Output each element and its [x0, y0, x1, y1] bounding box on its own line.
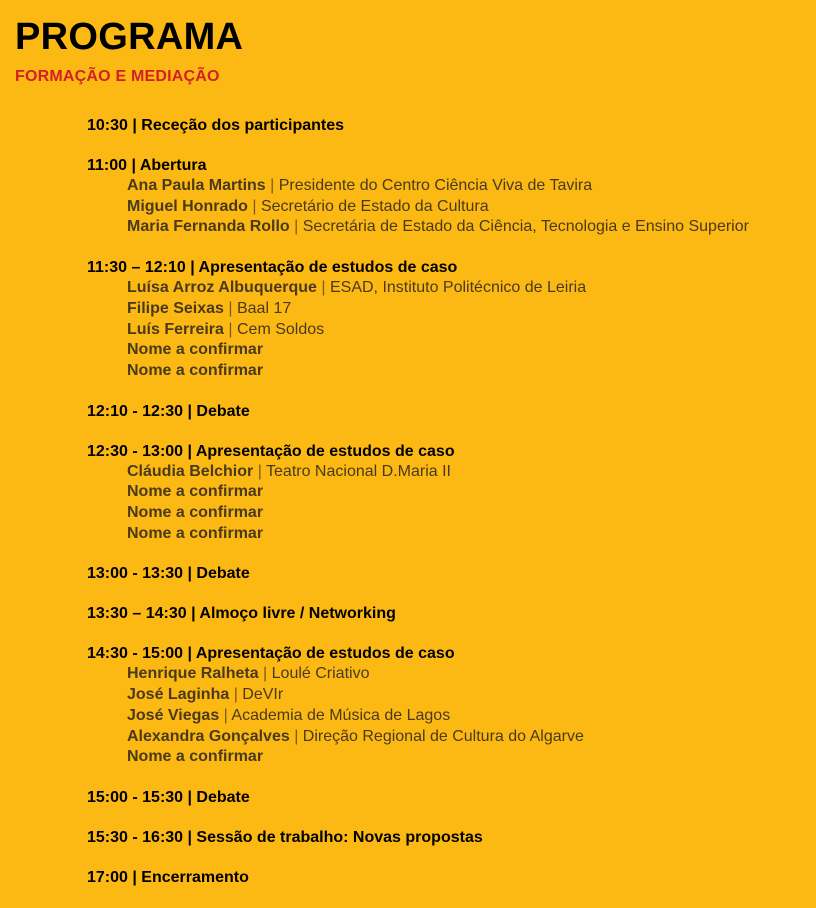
speaker-name: José Viegas: [127, 706, 220, 724]
schedule-block: [87, 156, 807, 238]
speaker-organization: Cem Soldos: [236, 320, 325, 338]
speaker-row: [127, 299, 807, 320]
speaker-name: Cláudia Belchior: [127, 462, 254, 480]
schedule-block: [87, 564, 807, 584]
speaker-row: [127, 706, 807, 727]
schedule-heading: 10:30 | Receção dos participantes: [87, 117, 345, 134]
schedule-heading: 12:30 - 13:00 | Apresentação de estudos de caso: [87, 442, 455, 460]
separator: |: [219, 706, 232, 724]
speaker-row: [127, 664, 807, 685]
schedule-block: [87, 604, 807, 624]
schedule-block: [87, 644, 807, 768]
speaker-name: Nome a confirmar: [127, 524, 264, 542]
schedule-block: [87, 828, 807, 848]
speaker-name: Henrique Ralheta: [127, 665, 259, 683]
schedule-heading: 11:00 | Abertura: [87, 157, 207, 174]
speaker-row: [127, 727, 807, 748]
schedule-heading: 14:30 - 15:00 | Apresentação de estudos de caso: [87, 645, 455, 663]
schedule-heading: 15:00 - 15:30 | Debate: [87, 788, 250, 806]
speaker-name: Alexandra Gonçalves: [127, 727, 290, 745]
schedule-block: [87, 402, 807, 422]
speaker-row: [127, 176, 807, 197]
separator: |: [265, 177, 279, 194]
speaker-row: [127, 278, 807, 299]
schedule-heading: 11:30 – 12:10 | Apresentação de estudos de caso: [87, 259, 458, 277]
separator: |: [223, 320, 237, 338]
page-subtitle: FORMAÇÃO E MEDIAÇÃO: [15, 68, 220, 85]
speaker-row: [127, 197, 807, 218]
speaker-name: Luísa Arroz Albuquerque: [127, 279, 317, 297]
speaker-organization: Presidente do Centro Ciência Viva de Tavira: [278, 177, 593, 194]
speaker-name: Miguel Honrado: [127, 197, 248, 215]
speaker-organization: Baal 17: [236, 299, 292, 317]
separator: |: [229, 686, 243, 704]
speaker-organization: Secretária de Estado da Ciência, Tecnologia e Ensino Superior: [302, 218, 749, 236]
schedule-block: [87, 868, 807, 888]
schedule-heading: 17:00 | Encerramento: [87, 868, 249, 886]
speaker-name: Nome a confirmar: [127, 748, 264, 766]
speaker-organization: DeVIr: [242, 686, 284, 704]
speaker-name: Maria Fernanda Rollo: [127, 218, 290, 236]
schedule-heading: 13:30 – 14:30 | Almoço livre / Networking: [87, 605, 396, 623]
speaker-name: Nome a confirmar: [127, 504, 264, 522]
program-schedule: [87, 116, 807, 908]
schedule-heading: 12:10 - 12:30 | Debate: [87, 402, 250, 420]
speaker-name: Ana Paula Martins: [127, 177, 266, 194]
separator: |: [247, 197, 261, 215]
speaker-row: [127, 462, 807, 483]
speaker-organization: Direção Regional de Cultura do Algarve: [302, 727, 584, 745]
schedule-heading: 13:00 - 13:30 | Debate: [87, 565, 250, 583]
schedule-block: [87, 116, 807, 136]
separator: |: [258, 665, 272, 683]
separator: |: [316, 279, 330, 297]
speaker-organization: Secretário de Estado da Cultura: [260, 197, 489, 215]
speaker-organization: Teatro Nacional D.Maria II: [266, 462, 451, 480]
speaker-name: Nome a confirmar: [127, 341, 264, 359]
speaker-row: [127, 503, 807, 524]
speaker-row: [127, 482, 807, 503]
speaker-name: Luís Ferreira: [127, 320, 224, 338]
speaker-row: [127, 340, 807, 361]
speaker-name: Nome a confirmar: [127, 361, 264, 379]
speaker-name: José Laginha: [127, 686, 230, 704]
schedule-block: [87, 788, 807, 808]
speaker-row: [127, 524, 807, 545]
speaker-organization: Loulé Criativo: [271, 665, 370, 683]
separator: |: [223, 299, 237, 317]
speaker-name: Nome a confirmar: [127, 483, 264, 501]
speaker-row: [127, 685, 807, 706]
separator: |: [253, 462, 267, 480]
speaker-row: [127, 361, 807, 382]
separator: |: [289, 727, 303, 745]
schedule-block: [87, 442, 807, 545]
separator: |: [289, 218, 303, 236]
speaker-organization: Academia de Música de Lagos: [231, 706, 451, 724]
speaker-row: [127, 217, 807, 238]
speaker-row: [127, 320, 807, 341]
schedule-block: [87, 258, 807, 382]
speaker-name: Filipe Seixas: [127, 299, 224, 317]
speaker-organization: ESAD, Instituto Politécnico de Leiria: [329, 279, 587, 297]
page-title: PROGRAMA: [15, 16, 244, 58]
schedule-heading: 15:30 - 16:30 | Sessão de trabalho: Novas propostas: [87, 828, 483, 846]
speaker-row: [127, 747, 807, 768]
